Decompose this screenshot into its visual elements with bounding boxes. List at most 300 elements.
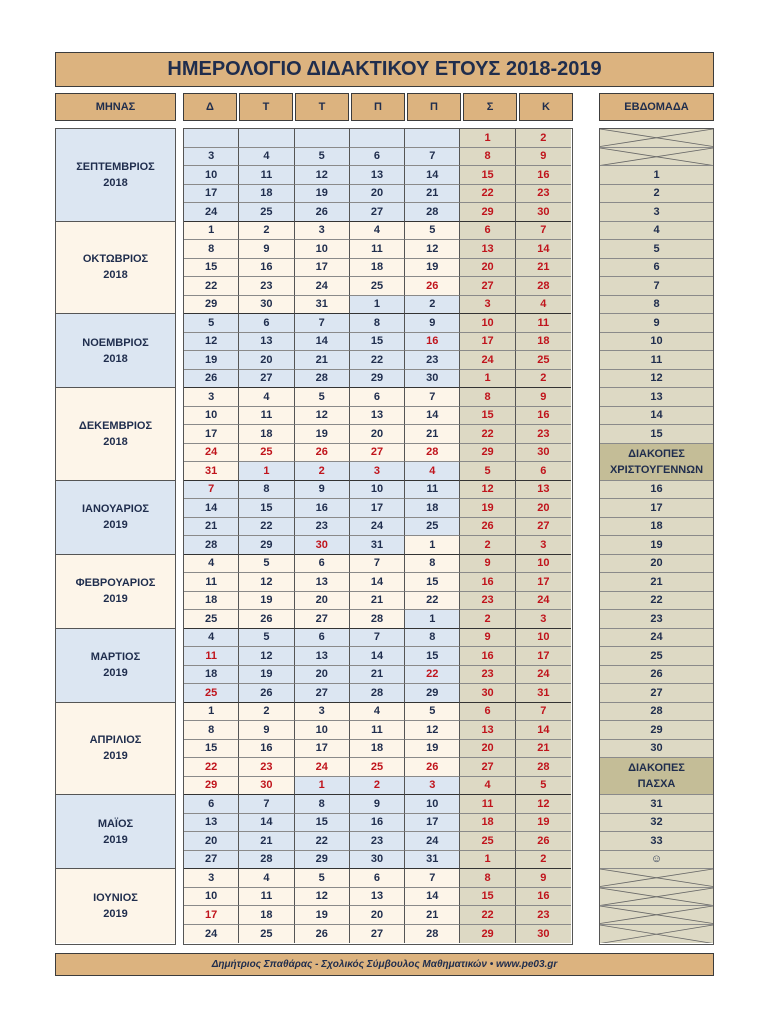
- day-cell: 21: [184, 518, 239, 537]
- day-cell: 8: [405, 629, 460, 648]
- day-cell: 14: [295, 333, 350, 352]
- day-cell: 6: [295, 555, 350, 574]
- day-cell: 7: [405, 869, 460, 888]
- day-cell: 24: [184, 925, 239, 944]
- day-cell: 28: [405, 444, 460, 463]
- day-cell: 11: [239, 407, 294, 426]
- day-cell: 17: [516, 647, 571, 666]
- week-number: 18: [600, 518, 713, 537]
- day-cell: 13: [295, 573, 350, 592]
- day-cell: 11: [350, 240, 405, 259]
- day-cell: 18: [184, 666, 239, 685]
- day-cell: 6: [295, 629, 350, 648]
- week-number: 17: [600, 499, 713, 518]
- day-cell: 19: [239, 666, 294, 685]
- day-cell: 28: [516, 277, 571, 296]
- day-cell: 31: [516, 684, 571, 703]
- day-cell: 7: [239, 795, 294, 814]
- day-cell: 16: [239, 740, 294, 759]
- day-cell: 23: [460, 592, 515, 611]
- day-cell: 23: [516, 425, 571, 444]
- day-cell: 28: [516, 758, 571, 777]
- day-cell: 3: [516, 536, 571, 555]
- day-cell: 21: [516, 259, 571, 278]
- day-cell: 5: [239, 555, 294, 574]
- day-cell: 13: [184, 814, 239, 833]
- week-cell-crossed: [600, 148, 713, 167]
- week-number: 26: [600, 666, 713, 685]
- day-cell: 29: [295, 851, 350, 870]
- day-cell: 22: [460, 185, 515, 204]
- days-grid: [183, 128, 573, 945]
- day-cell: 8: [460, 148, 515, 167]
- day-cell: 19: [405, 259, 460, 278]
- day-cell: 6: [460, 222, 515, 241]
- day-cell: 21: [239, 832, 294, 851]
- day-cell: 10: [405, 795, 460, 814]
- day-cell: 20: [184, 832, 239, 851]
- day-cell: 7: [295, 314, 350, 333]
- day-cell: 11: [239, 166, 294, 185]
- day-cell: 27: [516, 518, 571, 537]
- day-cell: 13: [460, 240, 515, 259]
- day-cell: 1: [460, 370, 515, 389]
- day-cell: 29: [184, 777, 239, 796]
- day-cell: 10: [350, 481, 405, 500]
- day-cell: 24: [295, 758, 350, 777]
- day-cell: 2: [516, 129, 571, 148]
- month-label: [56, 703, 175, 796]
- day-cell: 20: [295, 666, 350, 685]
- day-cell: 29: [460, 444, 515, 463]
- week-cell-crossed: [600, 888, 713, 907]
- day-cell: 21: [295, 351, 350, 370]
- month-label: [56, 869, 175, 943]
- day-cell: 30: [516, 444, 571, 463]
- month-year: 2019: [103, 833, 128, 846]
- month-label: [56, 314, 175, 388]
- day-cell: 17: [350, 499, 405, 518]
- day-cell: 10: [516, 555, 571, 574]
- day-cell: 10: [184, 888, 239, 907]
- day-cell: 23: [460, 666, 515, 685]
- day-cell: 23: [239, 758, 294, 777]
- day-cell: 2: [516, 370, 571, 389]
- month-year: 2019: [103, 593, 128, 605]
- day-cell: 15: [295, 814, 350, 833]
- day-cell: 4: [184, 629, 239, 648]
- day-cell: 14: [239, 814, 294, 833]
- day-cell: 18: [184, 592, 239, 611]
- day-cell: 24: [405, 832, 460, 851]
- day-cell: 10: [460, 314, 515, 333]
- day-header-fri: Π: [407, 93, 461, 121]
- day-cell: 28: [350, 684, 405, 703]
- week-number: 29: [600, 721, 713, 740]
- day-cell: 25: [184, 684, 239, 703]
- day-cell: 27: [295, 684, 350, 703]
- day-cell: 17: [295, 740, 350, 759]
- day-cell: 20: [350, 185, 405, 204]
- week-number: 6: [600, 259, 713, 278]
- day-cell: 24: [516, 592, 571, 611]
- week-number: 3: [600, 203, 713, 222]
- month-year: 2019: [103, 519, 128, 531]
- day-cell: 10: [184, 166, 239, 185]
- week-number: 11: [600, 351, 713, 370]
- cross-mark-icon: [600, 869, 713, 887]
- day-cell: 27: [350, 203, 405, 222]
- week-number: 21: [600, 573, 713, 592]
- day-cell: 19: [460, 499, 515, 518]
- day-cell: 9: [460, 629, 515, 648]
- day-cell: 10: [184, 407, 239, 426]
- week-number: 5: [600, 240, 713, 259]
- day-cell: 22: [184, 277, 239, 296]
- month-label: [56, 388, 175, 481]
- day-cell: 7: [405, 388, 460, 407]
- day-cell: 30: [405, 370, 460, 389]
- day-cell: 24: [184, 444, 239, 463]
- day-cell: 1: [184, 703, 239, 722]
- day-cell: 1: [295, 777, 350, 796]
- day-cell: 15: [460, 407, 515, 426]
- day-cell: 19: [295, 425, 350, 444]
- month-name: ΙΟΥΝΙΟΣ: [93, 892, 138, 904]
- day-cell: 11: [516, 314, 571, 333]
- day-cell: 2: [405, 296, 460, 315]
- day-cell: 22: [295, 832, 350, 851]
- week-cell-crossed: [600, 906, 713, 925]
- day-cell: 9: [295, 481, 350, 500]
- day-cell: 25: [350, 277, 405, 296]
- day-cell: 16: [516, 888, 571, 907]
- day-cell: 4: [184, 555, 239, 574]
- day-cell: 4: [350, 222, 405, 241]
- day-cell: 15: [405, 647, 460, 666]
- month-name: ΙΑΝΟΥΑΡΙΟΣ: [81, 503, 150, 515]
- day-cell: 29: [239, 536, 294, 555]
- day-cell: 10: [295, 240, 350, 259]
- day-cell: 23: [295, 518, 350, 537]
- day-cell: 4: [239, 148, 294, 167]
- day-header-sun: Κ: [519, 93, 573, 121]
- day-cell: 17: [184, 425, 239, 444]
- day-cell: 7: [350, 555, 405, 574]
- day-cell: 19: [405, 740, 460, 759]
- day-cell: 10: [295, 721, 350, 740]
- day-cell: 26: [295, 444, 350, 463]
- day-cell: 25: [239, 444, 294, 463]
- cross-mark-icon: [600, 129, 713, 147]
- day-cell: 8: [460, 869, 515, 888]
- day-cell: 22: [405, 666, 460, 685]
- day-cell: 4: [460, 777, 515, 796]
- weeks-column: [599, 128, 714, 945]
- day-cell: 14: [350, 573, 405, 592]
- day-cell: 16: [516, 166, 571, 185]
- week-column-header: ΕΒΔΟΜΑΔΑ: [599, 93, 714, 121]
- day-cell: 15: [460, 888, 515, 907]
- week-number: 20: [600, 555, 713, 574]
- day-cell: 5: [460, 462, 515, 481]
- day-cell: 27: [184, 851, 239, 870]
- day-cell: 5: [405, 222, 460, 241]
- day-cell: 6: [184, 795, 239, 814]
- day-cell: 8: [350, 314, 405, 333]
- day-cell: 22: [350, 351, 405, 370]
- day-cell: 5: [184, 314, 239, 333]
- day-cell: 5: [295, 388, 350, 407]
- month-name: ΟΚΤΩΒΡΙΟΣ: [82, 253, 149, 266]
- day-cell: 2: [460, 610, 515, 629]
- month-label: [56, 222, 175, 315]
- day-cell: 1: [460, 851, 515, 870]
- day-cell: 3: [350, 462, 405, 481]
- day-cell: 13: [460, 721, 515, 740]
- day-cell: 3: [516, 610, 571, 629]
- day-cell: 20: [516, 499, 571, 518]
- week-number: 4: [600, 222, 713, 241]
- month-name: ΜΑΡΤΙΟΣ: [90, 651, 141, 663]
- day-cell: 28: [405, 925, 460, 944]
- day-cell: 30: [516, 925, 571, 944]
- day-cell: 21: [350, 592, 405, 611]
- day-cell: 19: [239, 592, 294, 611]
- day-cell: 30: [460, 684, 515, 703]
- cross-mark-icon: [600, 148, 713, 166]
- day-cell: 18: [350, 740, 405, 759]
- week-number: 28: [600, 703, 713, 722]
- day-cell: 4: [239, 388, 294, 407]
- day-cell: 12: [239, 573, 294, 592]
- day-cell: 7: [516, 703, 571, 722]
- day-header-tue: Τ: [239, 93, 293, 121]
- day-cell: 26: [184, 370, 239, 389]
- week-cell-crossed: [600, 925, 713, 944]
- day-cell: 16: [350, 814, 405, 833]
- week-number: 22: [600, 592, 713, 611]
- month-name: ΜΑΪΟΣ: [97, 817, 134, 830]
- week-number: 15: [600, 425, 713, 444]
- day-cell: 20: [239, 351, 294, 370]
- day-cell: 22: [460, 906, 515, 925]
- day-cell: 18: [405, 499, 460, 518]
- day-cell: 11: [184, 647, 239, 666]
- day-cell: 9: [516, 869, 571, 888]
- day-cell: 2: [239, 703, 294, 722]
- month-name: ΣΕΠΤΕΜΒΡΙΟΣ: [76, 160, 155, 173]
- day-cell: 17: [460, 333, 515, 352]
- day-cell: 20: [460, 259, 515, 278]
- day-cell: 9: [516, 388, 571, 407]
- day-cell: 12: [295, 407, 350, 426]
- month-label: [56, 555, 175, 629]
- day-cell: 24: [184, 203, 239, 222]
- day-cell: 6: [239, 314, 294, 333]
- day-cell: [350, 129, 405, 148]
- day-cell: 26: [295, 203, 350, 222]
- day-cell: 12: [460, 481, 515, 500]
- month-year: 2019: [103, 667, 128, 679]
- day-cell: 12: [516, 795, 571, 814]
- day-cell: 5: [295, 148, 350, 167]
- day-cell: 22: [184, 758, 239, 777]
- day-cell: 2: [350, 777, 405, 796]
- day-cell: 3: [184, 869, 239, 888]
- day-cell: 17: [295, 259, 350, 278]
- week-number: 23: [600, 610, 713, 629]
- day-cell: 22: [460, 425, 515, 444]
- day-cell: 31: [184, 462, 239, 481]
- day-cell: 24: [460, 351, 515, 370]
- month-year: 2019: [103, 908, 128, 920]
- day-cell: 1: [405, 610, 460, 629]
- week-number: 12: [600, 370, 713, 389]
- day-cell: 19: [295, 185, 350, 204]
- month-label: [56, 129, 175, 222]
- day-cell: 13: [239, 333, 294, 352]
- day-cell: 20: [460, 740, 515, 759]
- day-cell: [184, 129, 239, 148]
- day-cell: 11: [405, 481, 460, 500]
- week-number: 2: [600, 185, 713, 204]
- day-cell: 3: [405, 777, 460, 796]
- day-cell: 14: [516, 240, 571, 259]
- month-name: ΔΕΚΕΜΒΡΙΟΣ: [78, 419, 153, 432]
- day-cell: 11: [350, 721, 405, 740]
- day-cell: 7: [350, 629, 405, 648]
- day-cell: 21: [350, 666, 405, 685]
- day-cell: 30: [239, 777, 294, 796]
- day-cell: 14: [184, 499, 239, 518]
- day-cell: 3: [295, 222, 350, 241]
- day-cell: 23: [405, 351, 460, 370]
- day-cell: [405, 129, 460, 148]
- day-cell: 3: [295, 703, 350, 722]
- week-number: 25: [600, 647, 713, 666]
- day-cell: 18: [516, 333, 571, 352]
- cross-mark-icon: [600, 906, 713, 924]
- day-cell: 25: [350, 758, 405, 777]
- day-cell: 18: [239, 906, 294, 925]
- day-cell: 6: [350, 869, 405, 888]
- day-cell: 3: [184, 388, 239, 407]
- day-cell: 25: [239, 925, 294, 944]
- day-cell: 1: [184, 222, 239, 241]
- day-cell: 13: [516, 481, 571, 500]
- day-cell: 19: [516, 814, 571, 833]
- day-cell: 22: [405, 592, 460, 611]
- day-cell: 31: [350, 536, 405, 555]
- day-cell: 27: [460, 277, 515, 296]
- day-cell: 4: [239, 869, 294, 888]
- day-cell: 12: [405, 721, 460, 740]
- day-header-sat: Σ: [463, 93, 517, 121]
- day-cell: 9: [516, 148, 571, 167]
- day-cell: 12: [295, 888, 350, 907]
- day-cell: 7: [405, 148, 460, 167]
- day-cell: 23: [516, 185, 571, 204]
- day-cell: 15: [239, 499, 294, 518]
- holiday-label: ΔΙΑΚΟΠΕΣ ΧΡΙΣΤΟΥΓΕΝΝΩΝ: [600, 444, 713, 481]
- day-cell: 17: [184, 185, 239, 204]
- day-cell: 29: [405, 684, 460, 703]
- day-cell: 8: [460, 388, 515, 407]
- day-cell: 9: [239, 721, 294, 740]
- day-cell: 9: [239, 240, 294, 259]
- day-cell: 19: [295, 906, 350, 925]
- day-cell: 14: [516, 721, 571, 740]
- day-cell: 4: [350, 703, 405, 722]
- day-header-wed: Τ: [295, 93, 349, 121]
- week-number: ☺: [600, 851, 713, 870]
- page-title: ΗΜΕΡΟΛΟΓΙΟ ΔΙΔΑΚΤΙΚΟΥ ΕΤΟΥΣ 2018-2019: [55, 52, 714, 87]
- day-cell: 26: [516, 832, 571, 851]
- day-cell: 3: [184, 148, 239, 167]
- day-cell: 26: [295, 925, 350, 944]
- day-cell: 7: [184, 481, 239, 500]
- day-cell: 16: [295, 499, 350, 518]
- day-cell: 18: [239, 185, 294, 204]
- day-cell: 16: [516, 407, 571, 426]
- day-cell: 22: [239, 518, 294, 537]
- day-cell: 29: [460, 203, 515, 222]
- day-cell: 28: [350, 610, 405, 629]
- day-cell: 8: [184, 240, 239, 259]
- day-cell: 21: [405, 425, 460, 444]
- day-cell: 26: [239, 684, 294, 703]
- week-number: 32: [600, 814, 713, 833]
- week-number: 31: [600, 795, 713, 814]
- day-cell: 18: [460, 814, 515, 833]
- day-cell: 31: [295, 296, 350, 315]
- day-cell: 13: [350, 407, 405, 426]
- holiday-label: ΔΙΑΚΟΠΕΣ ΠΑΣΧΑ: [600, 758, 713, 795]
- day-cell: 16: [405, 333, 460, 352]
- week-number: 7: [600, 277, 713, 296]
- day-cell: 13: [350, 888, 405, 907]
- day-cell: 5: [295, 869, 350, 888]
- day-cell: 10: [516, 629, 571, 648]
- day-cell: 2: [460, 536, 515, 555]
- day-cell: 6: [350, 148, 405, 167]
- month-label: [56, 795, 175, 869]
- day-cell: 17: [516, 573, 571, 592]
- day-cell: 21: [405, 906, 460, 925]
- month-name: ΑΠΡΙΛΙΟΣ: [89, 734, 142, 747]
- day-cell: 7: [516, 222, 571, 241]
- month-name: ΝΟΕΜΒΡΙΟΣ: [82, 336, 149, 349]
- day-cell: 14: [405, 888, 460, 907]
- month-year: 2018: [103, 435, 128, 448]
- day-cell: 14: [405, 407, 460, 426]
- day-cell: 27: [460, 758, 515, 777]
- week-cell-crossed: [600, 129, 713, 148]
- day-cell: 25: [405, 518, 460, 537]
- day-cell: 1: [239, 462, 294, 481]
- day-cell: 13: [295, 647, 350, 666]
- day-cell: 23: [350, 832, 405, 851]
- months-column: [55, 128, 176, 945]
- day-cell: 24: [516, 666, 571, 685]
- day-cell: 16: [460, 573, 515, 592]
- day-cell: 12: [184, 333, 239, 352]
- day-cell: 28: [239, 851, 294, 870]
- day-cell: 30: [295, 536, 350, 555]
- week-number: 16: [600, 481, 713, 500]
- day-cell: [239, 129, 294, 148]
